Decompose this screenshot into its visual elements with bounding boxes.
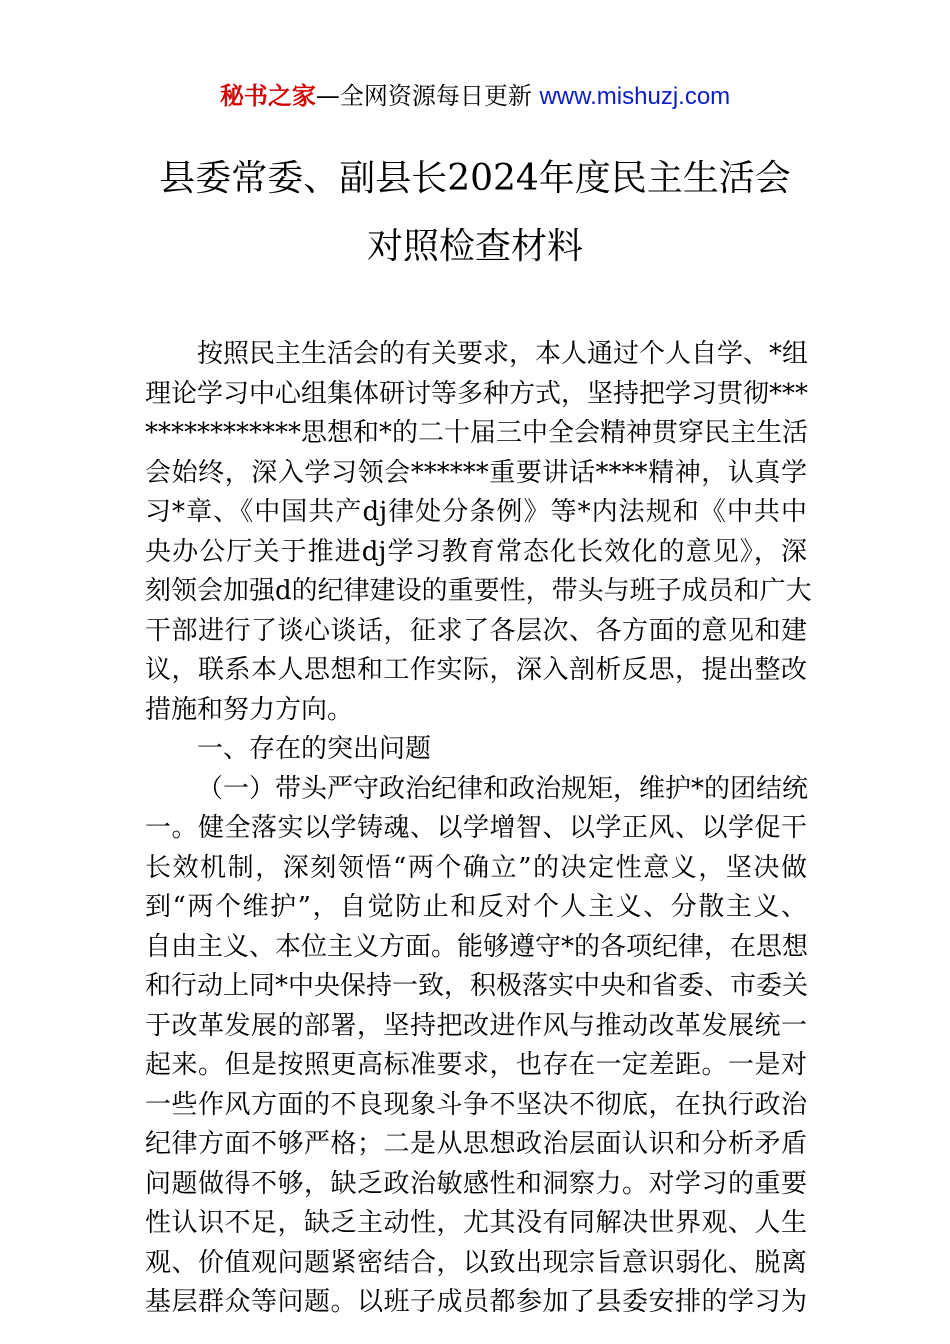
body-line: 起来。但是按照更高标准要求，也存在一定差距。一是对 (145, 1050, 807, 1080)
body-line: 央办公厅关于推进dj学习教育常态化长效化的意见》，深 (145, 536, 807, 567)
site-url[interactable]: www.mishuzj.com (539, 83, 731, 110)
body-line: 到“两个维护”，自觉防止和反对个人主义、分散主义、 (145, 892, 807, 922)
body-line: （一）带头严守政治纪律和政治规矩，维护*的团结统 (197, 773, 809, 804)
body-line: 理论学习中心组集体研讨等多种方式，坚持把学习贯彻*** (145, 378, 809, 409)
body-line: ************思想和*的二十届三中全会精神贯穿民主生活 (145, 418, 809, 448)
body-line: 会始终，深入学习领会******重要讲话****精神，认真学 (145, 457, 807, 488)
body-line: 长效机制，深刻领悟“两个确立”的决定性意义，坚决做 (145, 852, 807, 883)
body-line: 于改革发展的部署，坚持把改进作风与推动改革发展统一 (145, 1010, 807, 1041)
body-line: 干部进行了谈心谈话，征求了各层次、各方面的意见和建 (145, 615, 807, 646)
body-line: 基层群众等问题。以班子成员都参加了县委安排的学习为 (145, 1287, 807, 1317)
body-line: 和行动上同*中央保持一致，积极落实中央和省委、市委关 (145, 971, 809, 1001)
body-line: 习*章、《中国共产dj律处分条例》等*内法规和《中共中 (145, 497, 807, 527)
document-body (145, 335, 812, 1323)
body-line: 纪律方面不够严格；二是从思想政治层面认识和分析矛盾 (145, 1129, 807, 1159)
body-line: 议，联系本人思想和工作实际，深入剖析反思，提出整改 (145, 655, 807, 685)
document-title-line-1: 县委常委、副县长2024年度民主生活会 (159, 158, 791, 199)
body-line: 刻领会加强d的纪律建设的重要性，带头与班子成员和广大 (145, 576, 812, 606)
body-line: 性认识不足，缺乏主动性，尤其没有同解决世界观、人生 (145, 1208, 807, 1238)
body-line: 按照民主生活会的有关要求，本人通过个人自学、*组 (197, 339, 809, 369)
section-heading: 一、存在的突出问题 (197, 734, 432, 764)
body-line: 问题做得不够，缺乏政治敏感性和洞察力。对学习的重要 (145, 1168, 807, 1199)
site-header (0, 80, 950, 113)
brand-name: 秘书之家 (219, 82, 316, 110)
body-line: 措施和努力方向。 (145, 694, 354, 725)
document-title-line-2: 对照检查材料 (366, 226, 583, 267)
header-slogan: —全网资源每日更新 (315, 82, 540, 110)
body-line: 自由主义、本位主义方面。能够遵守*的各项纪律，在思想 (145, 931, 809, 962)
body-line: 一些作风方面的不良现象斗争不坚决不彻底，在执行政治 (145, 1089, 807, 1120)
body-line: 观、价值观问题紧密结合，以致出现宗旨意识弱化、脱离 (145, 1247, 807, 1278)
body-line: 一。健全落实以学铸魂、以学增智、以学正风、以学促干 (145, 813, 807, 843)
